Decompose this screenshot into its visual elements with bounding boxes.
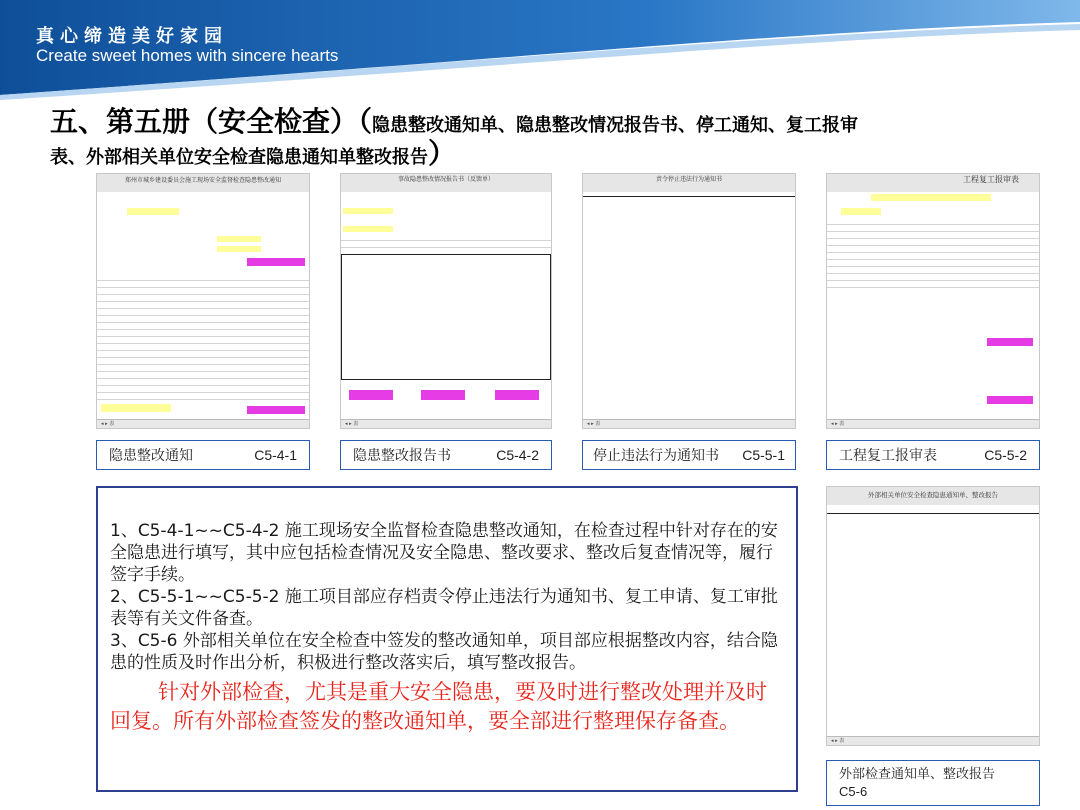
- highlight-text: 针对外部检查，尤其是重大安全隐患，要及时进行整改处理并及时回复。所有外部检查签发的整改通知单，要全部进行整理保存备查。: [110, 680, 767, 733]
- caption-c5-5-2: [826, 440, 1040, 470]
- signature-field: [421, 390, 465, 400]
- caption-c5-5-1: [582, 440, 796, 470]
- form-field-highlight: [217, 236, 261, 242]
- signature-field: [987, 338, 1033, 346]
- paragraph-1: 1、C5-4-1~~C5-4-2 施工现场安全监督检查隐患整改通知，在检查过程中针对存在的安全隐患进行填写，其中应包括检查情况及安全隐患、整改要求、整改后复查情况等，履行签字手续。: [110, 521, 778, 585]
- sheet-tab-bar: ◂ ▸ 表: [827, 419, 1039, 428]
- form-field-highlight: [841, 208, 881, 215]
- notice-body: [583, 196, 796, 416]
- sheet-tab-bar: ◂ ▸ 表: [583, 419, 795, 428]
- form-field-highlight: [871, 194, 991, 201]
- form-thumbnail-c5-5-1: [582, 173, 796, 429]
- brand-english: Create sweet homes with sincere hearts: [36, 46, 339, 65]
- brand-chinese: 真心缔造美好家园: [36, 26, 228, 47]
- caption-c5-4-2: [340, 440, 552, 470]
- form-thumbnail-c5-4-1: [96, 173, 310, 429]
- form-lines: [341, 234, 551, 255]
- signature-field: [247, 406, 305, 414]
- form-lines: [97, 274, 309, 400]
- form-field-highlight: [127, 208, 179, 215]
- caption-label: 工程复工报审表: [839, 448, 937, 464]
- thumbnail-heading: 责令停止违法行为通知书: [583, 174, 795, 192]
- thumbnail-heading: 事故隐患整改情况报告书（反馈单）: [341, 174, 551, 192]
- signature-field: [247, 258, 305, 266]
- description-box: [96, 486, 798, 792]
- signature-field: [495, 390, 539, 400]
- sheet-tab-bar: ◂ ▸ 表: [341, 419, 551, 428]
- caption-label: 隐患整改报告书: [353, 448, 451, 464]
- caption-label: 停止违法行为通知书: [593, 448, 719, 464]
- form-field-highlight: [343, 226, 393, 232]
- caption-code: C5-6: [839, 784, 868, 799]
- signature-field: [349, 390, 393, 400]
- caption-code: C5-4-2: [496, 447, 539, 463]
- form-thumbnail-c5-5-2: [826, 173, 1040, 429]
- form-field-highlight: [101, 404, 171, 412]
- form-thumbnail-c5-6: [826, 486, 1040, 746]
- feedback-box: [341, 254, 551, 380]
- header-banner: [0, 0, 1080, 100]
- form-field-highlight: [217, 246, 261, 252]
- page-title: [50, 103, 1050, 173]
- title-close: ）: [428, 137, 457, 170]
- report-body: [827, 513, 1040, 735]
- sheet-tab-bar: ◂ ▸ 表: [97, 419, 309, 428]
- form-lines: [827, 218, 1039, 288]
- paragraph-2: 2、C5-5-1~~C5-5-2 施工项目部应存档责令停止违法行为通知书、复工申请、复工审批表等有关文件备查。: [110, 587, 778, 629]
- caption-c5-6: [826, 760, 1040, 806]
- title-line2: 表、外部相关单位安全检查隐患通知单整改报告: [50, 147, 428, 168]
- signature-field: [987, 396, 1033, 404]
- thumbnail-heading: 郑州市城乡建设委员会施工现场安全监督检查隐患整改通知: [97, 174, 309, 192]
- title-sub: 隐患整改通知单、隐患整改情况报告书、停工通知、复工报审: [372, 115, 859, 136]
- title-main: 五、第五册（安全检查）（: [50, 105, 373, 138]
- thumbnail-heading: 工程复工报审表: [827, 174, 1039, 192]
- caption-c5-4-1: [96, 440, 310, 470]
- form-thumbnail-c5-4-2: [340, 173, 552, 429]
- caption-label: 外部检查通知单、整改报告: [839, 767, 996, 782]
- caption-code: C5-5-2: [984, 447, 1027, 463]
- sheet-tab-bar: ◂ ▸ 表: [827, 736, 1039, 745]
- highlight-paragraph: [110, 678, 784, 736]
- caption-label: 隐患整改通知: [109, 448, 193, 464]
- thumbnail-heading: 外部相关单位安全检查隐患通知单、整改报告: [827, 487, 1039, 505]
- paragraph-3: 3、C5-6 外部相关单位在安全检查中签发的整改通知单，项目部应根据整改内容，结合隐患的性质及时作出分析，积极进行整改落实后，填写整改报告。: [110, 631, 778, 673]
- caption-code: C5-5-1: [742, 447, 785, 463]
- caption-code: C5-4-1: [254, 447, 297, 463]
- form-field-highlight: [343, 208, 393, 214]
